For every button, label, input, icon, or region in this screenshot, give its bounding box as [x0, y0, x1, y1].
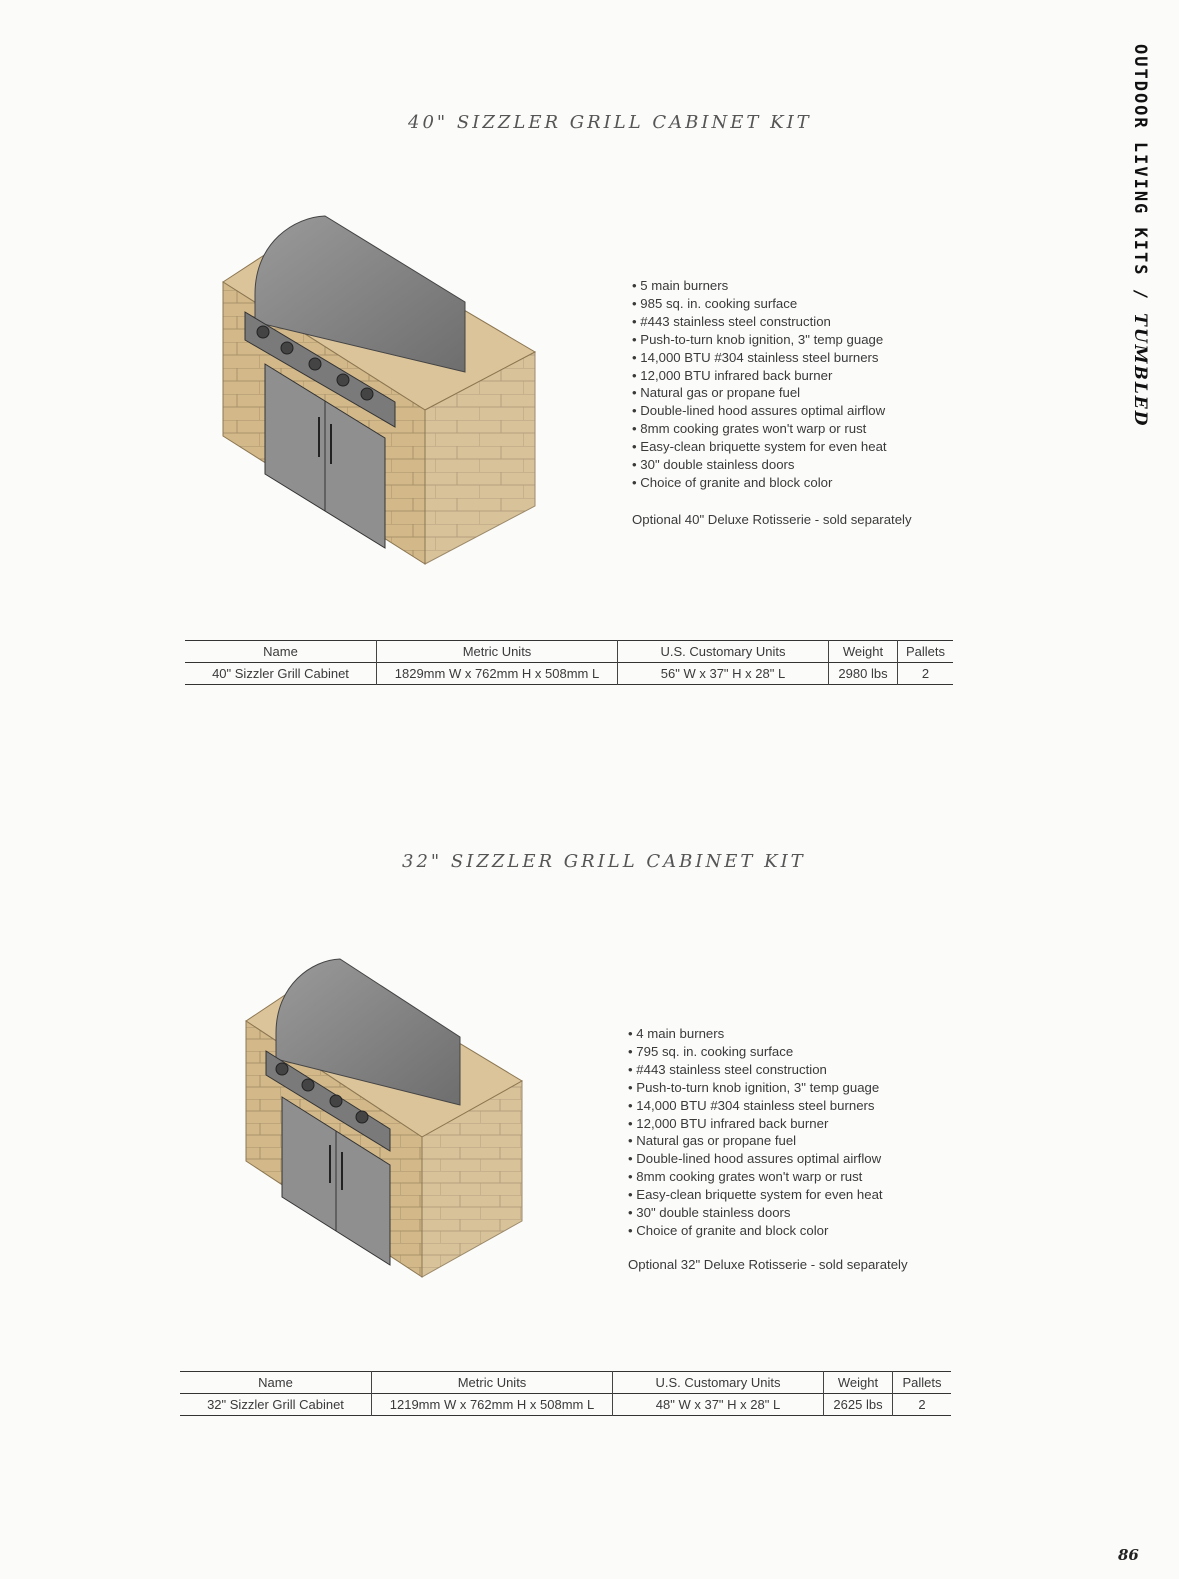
feature-item: • #443 stainless steel construction: [628, 1061, 883, 1079]
feature-item: • 30" double stainless doors: [632, 456, 887, 474]
page-number: 86: [1118, 1546, 1139, 1564]
feature-item: • 8mm cooking grates won't warp or rust: [632, 420, 887, 438]
table-cell: 48" W x 37" H x 28" L: [613, 1394, 824, 1416]
feature-item: • Double-lined hood assures optimal airflow: [632, 402, 887, 420]
feature-item: • Natural gas or propane fuel: [632, 384, 887, 402]
feature-item: • 12,000 BTU infrared back burner: [628, 1115, 883, 1133]
table-cell: 2980 lbs: [829, 663, 898, 685]
table-cell: 40" Sizzler Grill Cabinet: [212, 666, 349, 681]
column-header: Weight: [829, 641, 898, 663]
kit-title-32: 32" SIZZLER GRILL CABINET KIT: [402, 851, 806, 872]
feature-item: • 795 sq. in. cooking surface: [628, 1043, 883, 1061]
feature-item: • Choice of granite and block color: [632, 474, 887, 492]
table-row: [185, 663, 953, 685]
table-cell: 2: [893, 1394, 952, 1416]
column-header: Pallets: [893, 1372, 952, 1394]
spec-table-32: [180, 1371, 951, 1416]
feature-item: • 8mm cooking grates won't warp or rust: [628, 1168, 883, 1186]
grill-cabinet-40-illustration: [215, 212, 545, 568]
feature-item: • 30" double stainless doors: [628, 1204, 883, 1222]
grill-cabinet-32-illustration: [240, 955, 530, 1280]
side-label-main: OUTDOOR LIVING KITS /: [1130, 44, 1150, 314]
optional-note-32: Optional 32" Deluxe Rotisserie - sold separately: [628, 1257, 908, 1272]
column-header: Metric Units: [372, 1372, 613, 1394]
feature-item: • 985 sq. in. cooking surface: [632, 295, 887, 313]
feature-item: • Push-to-turn knob ignition, 3" temp guage: [628, 1079, 883, 1097]
feature-item: • Push-to-turn knob ignition, 3" temp guage: [632, 331, 887, 349]
feature-item: • 14,000 BTU #304 stainless steel burners: [628, 1097, 883, 1115]
section-side-label: [1130, 44, 1150, 428]
column-header: U.S. Customary Units: [613, 1372, 824, 1394]
feature-item: • Easy-clean briquette system for even heat: [632, 438, 887, 456]
feature-item: • #443 stainless steel construction: [632, 313, 887, 331]
table-cell: 2625 lbs: [824, 1394, 893, 1416]
column-header: Metric Units: [377, 641, 618, 663]
feature-item: • 12,000 BTU infrared back burner: [632, 367, 887, 385]
table-header-row: [185, 641, 953, 663]
feature-item: • 5 main burners: [632, 277, 887, 295]
side-label-script: TUMBLED: [1130, 313, 1150, 428]
optional-note-40: Optional 40" Deluxe Rotisserie - sold separately: [632, 512, 912, 527]
feature-item: • 14,000 BTU #304 stainless steel burners: [632, 349, 887, 367]
table-cell: 56" W x 37" H x 28" L: [618, 663, 829, 685]
table-header-row: [180, 1372, 951, 1394]
kit-title-40: 40" SIZZLER GRILL CABINET KIT: [408, 112, 812, 133]
table-row: [180, 1394, 951, 1416]
feature-item: • Easy-clean briquette system for even heat: [628, 1186, 883, 1204]
column-header: U.S. Customary Units: [618, 641, 829, 663]
column-header: Name: [263, 644, 298, 659]
column-header: Pallets: [898, 641, 954, 663]
table-cell: 32" Sizzler Grill Cabinet: [207, 1397, 344, 1412]
table-cell: 1829mm W x 762mm H x 508mm L: [377, 663, 618, 685]
feature-item: • Double-lined hood assures optimal airflow: [628, 1150, 883, 1168]
feature-list-40: [632, 277, 887, 492]
feature-item: • Natural gas or propane fuel: [628, 1132, 883, 1150]
column-header: Name: [258, 1375, 293, 1390]
feature-list-32: [628, 1025, 883, 1240]
feature-item: • 4 main burners: [628, 1025, 883, 1043]
table-cell: 2: [898, 663, 954, 685]
feature-item: • Choice of granite and block color: [628, 1222, 883, 1240]
spec-table-40: [185, 640, 953, 685]
column-header: Weight: [824, 1372, 893, 1394]
table-cell: 1219mm W x 762mm H x 508mm L: [372, 1394, 613, 1416]
